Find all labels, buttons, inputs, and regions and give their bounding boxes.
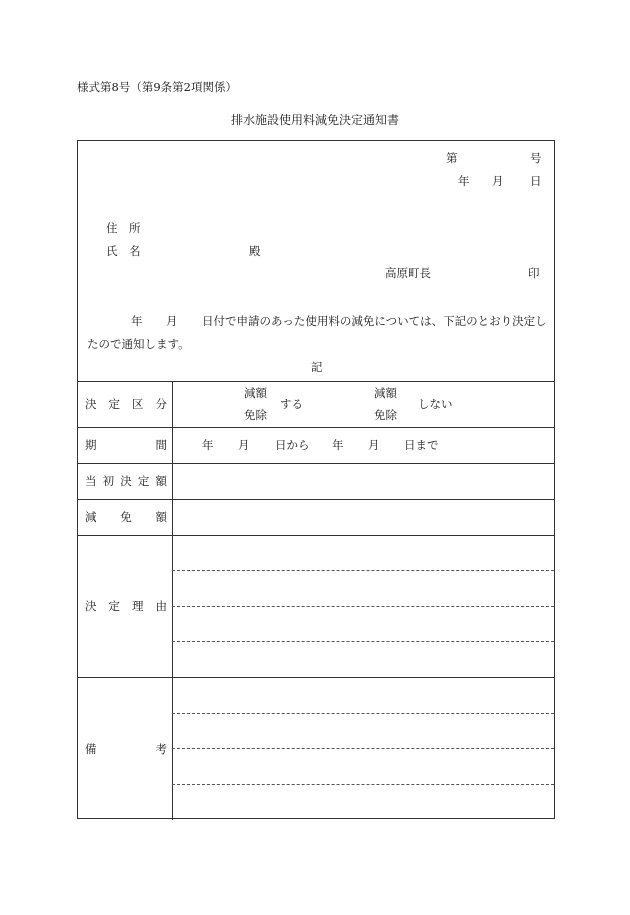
period-label bbox=[85, 440, 167, 452]
period-day-to: 日まで bbox=[404, 438, 439, 452]
option-exempt-label-2: 免除 bbox=[374, 408, 397, 422]
reduction-amount-label bbox=[85, 512, 167, 524]
period-month-from: 月 bbox=[238, 438, 250, 452]
reason-label-char: 由 bbox=[155, 599, 167, 613]
option-do-not-label: しない bbox=[418, 397, 453, 411]
seal-mark: 印 bbox=[528, 266, 540, 280]
period-label-char: 間 bbox=[155, 438, 167, 452]
reduction-amount-field[interactable] bbox=[173, 500, 554, 535]
number-prefix: 第 bbox=[446, 151, 458, 165]
honorific: 殿 bbox=[249, 244, 261, 258]
period-month-to: 月 bbox=[368, 438, 380, 452]
document-title: 排水施設使用料減免決定通知書 bbox=[230, 113, 399, 127]
date-month: 月 bbox=[492, 174, 504, 188]
option-reduce-label: 減額 bbox=[244, 386, 267, 400]
remarks-label bbox=[85, 744, 167, 756]
remarks-label-char: 考 bbox=[155, 742, 167, 756]
decision-type-label-char: 分 bbox=[155, 397, 167, 411]
initial-amount-label-char: 決 bbox=[120, 474, 132, 488]
body-year: 年 bbox=[131, 314, 143, 328]
note-heading: 記 bbox=[311, 360, 323, 374]
date-day: 日 bbox=[530, 174, 542, 188]
reduction-amount-label-char: 額 bbox=[155, 510, 167, 524]
remarks-field[interactable] bbox=[173, 678, 554, 819]
reason-label-char: 決 bbox=[85, 599, 97, 613]
option-exempt-label: 免除 bbox=[244, 408, 267, 422]
reduction-amount-label-char: 減 bbox=[85, 510, 97, 524]
body-month: 月 bbox=[166, 314, 178, 328]
period-year-from: 年 bbox=[202, 438, 214, 452]
name-label: 氏 名 bbox=[106, 244, 141, 258]
reason-field[interactable] bbox=[173, 536, 554, 677]
period-day-from: 日から bbox=[275, 438, 310, 452]
option-do-label: する bbox=[280, 397, 303, 411]
issuer-title: 高原町長 bbox=[385, 266, 431, 280]
decision-type-label-char: 定 bbox=[108, 397, 120, 411]
body-text-line1: 日付で申請のあった使用料の減免については、下記のとおり決定し bbox=[202, 314, 547, 328]
date-year: 年 bbox=[458, 174, 470, 188]
remarks-label-char: 備 bbox=[85, 742, 97, 756]
form-frame bbox=[77, 140, 555, 819]
decision-type-label-char: 決 bbox=[85, 397, 97, 411]
initial-amount-label-char: 定 bbox=[137, 474, 150, 488]
number-suffix: 号 bbox=[530, 151, 542, 165]
initial-amount-field[interactable] bbox=[173, 464, 554, 499]
initial-amount-label bbox=[85, 476, 167, 488]
reason-label-char: 定 bbox=[108, 599, 120, 613]
reason-label bbox=[85, 601, 167, 613]
initial-amount-label-char: 当 bbox=[85, 474, 97, 488]
period-year-to: 年 bbox=[332, 438, 344, 452]
decision-type-label bbox=[85, 399, 167, 411]
form-number: 様式第8号（第9条第2項関係） bbox=[77, 80, 237, 94]
period-label-char: 期 bbox=[85, 438, 97, 452]
table-top-line bbox=[78, 381, 554, 382]
option-reduce-label-2: 減額 bbox=[374, 386, 397, 400]
body-text-line2: たので通知します。 bbox=[87, 337, 190, 351]
reason-label-char: 理 bbox=[132, 599, 144, 613]
address-label: 住 所 bbox=[106, 221, 141, 235]
reduction-amount-label-char: 免 bbox=[120, 510, 132, 524]
decision-type-label-char: 区 bbox=[132, 397, 144, 411]
row-divider-decision bbox=[78, 427, 554, 428]
initial-amount-label-char: 額 bbox=[155, 474, 167, 488]
initial-amount-label-char: 初 bbox=[102, 474, 115, 488]
